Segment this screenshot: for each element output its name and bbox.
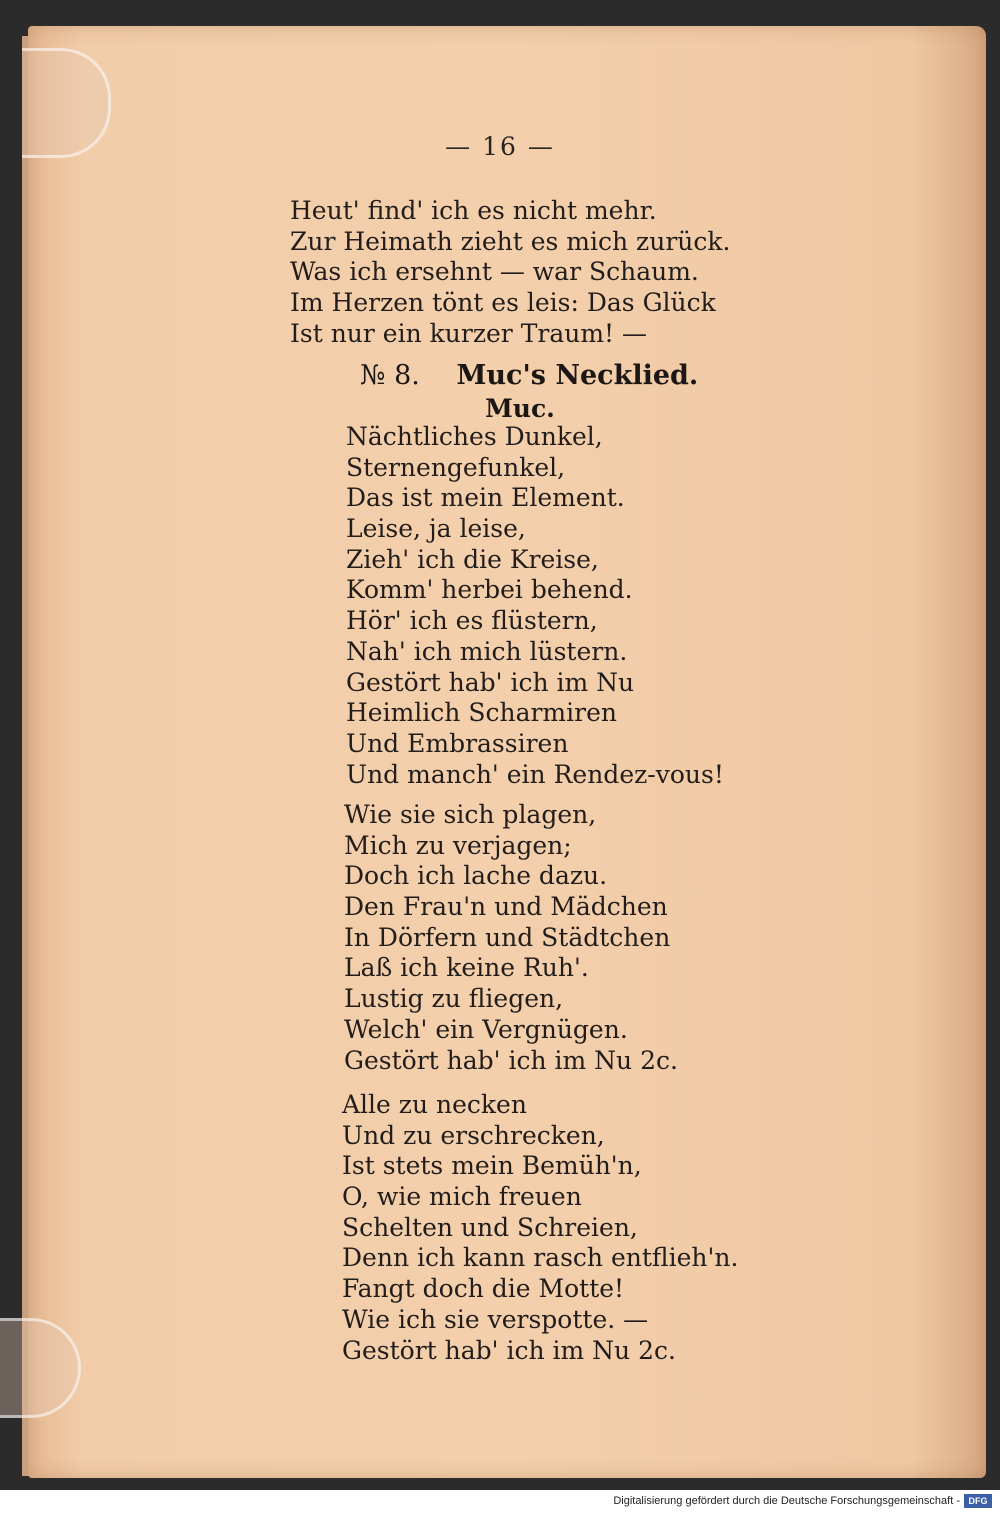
dfg-logo: DFG (964, 1494, 992, 1508)
verse-line: Im Herzen tönt es leis: Das Glück (290, 288, 716, 318)
verse-line: In Dörfern und Städtchen (344, 922, 671, 952)
footer-bar (0, 1490, 1000, 1513)
stanza-1 (346, 422, 724, 790)
verse-line: Was ich ersehnt — war Schaum. (290, 257, 699, 287)
verse-line: Schelten und Schreien, (342, 1212, 638, 1242)
stanza-2 (344, 800, 678, 1076)
verse-line: Ist stets mein Bemüh'n, (342, 1151, 642, 1181)
verse-line: Ist nur ein kurzer Traum! — (290, 318, 648, 348)
stanza-3 (342, 1090, 738, 1366)
verse-line: Wie sie sich plagen, (344, 800, 597, 829)
verse-line: Gestört hab' ich im Nu 2c. (342, 1335, 676, 1365)
verse-line: Und zu erschrecken, (342, 1120, 605, 1150)
verse-line: Das ist mein Element. (346, 483, 625, 513)
verse-line: Hör' ich es flüstern, (346, 606, 598, 636)
verse-line: Denn ich kann rasch entflieh'n. (342, 1243, 739, 1273)
verse-line: Nächtliches Dunkel, (346, 422, 603, 451)
verse-line: Den Frau'n und Mädchen (344, 892, 668, 922)
verse-line: Und manch' ein Rendez-vous! (346, 759, 724, 789)
verse-line: Fangt doch die Motte! (342, 1274, 625, 1304)
song-number: № 8. (360, 360, 420, 391)
verse-line: Laß ich keine Ruh'. (344, 953, 589, 983)
verse-line: Zur Heimath zieht es mich zurück. (290, 226, 731, 256)
verse-line: Heut' find' ich es nicht mehr. (290, 196, 657, 225)
verse-line: Sternengefunkel, (346, 452, 566, 482)
song-heading (360, 360, 698, 391)
verse-line: Doch ich lache dazu. (344, 861, 608, 891)
page-number: — 16 — (445, 132, 555, 161)
song-title: Muc's Necklied. (456, 360, 699, 391)
verse-line: Alle zu necken (342, 1090, 527, 1119)
verse-line: Mich zu verjagen; (344, 830, 572, 860)
verse-line: Und Embrassiren (346, 728, 569, 758)
verse-line: Wie ich sie verspotte. — (342, 1304, 649, 1334)
verse-line: Komm' herbei behend. (346, 575, 633, 605)
verse-line: Nah' ich mich lüstern. (346, 636, 628, 666)
verse-line: O, wie mich freuen (342, 1182, 582, 1212)
speaker-name: Muc. (485, 394, 555, 423)
verse-line: Heimlich Scharmiren (346, 698, 617, 728)
verse-line: Leise, ja leise, (346, 514, 526, 544)
verse-line: Zieh' ich die Kreise, (346, 544, 599, 574)
verse-line: Lustig zu fliegen, (344, 984, 564, 1014)
verse-line: Welch' ein Vergnügen. (344, 1014, 628, 1044)
stanza-0 (290, 196, 730, 349)
verse-line: Gestört hab' ich im Nu (346, 667, 635, 697)
funding-credit: Digitalisierung gefördert durch die Deutsche Forschungsgemeinschaft - (613, 1495, 960, 1507)
verse-line: Gestört hab' ich im Nu 2c. (344, 1045, 678, 1075)
